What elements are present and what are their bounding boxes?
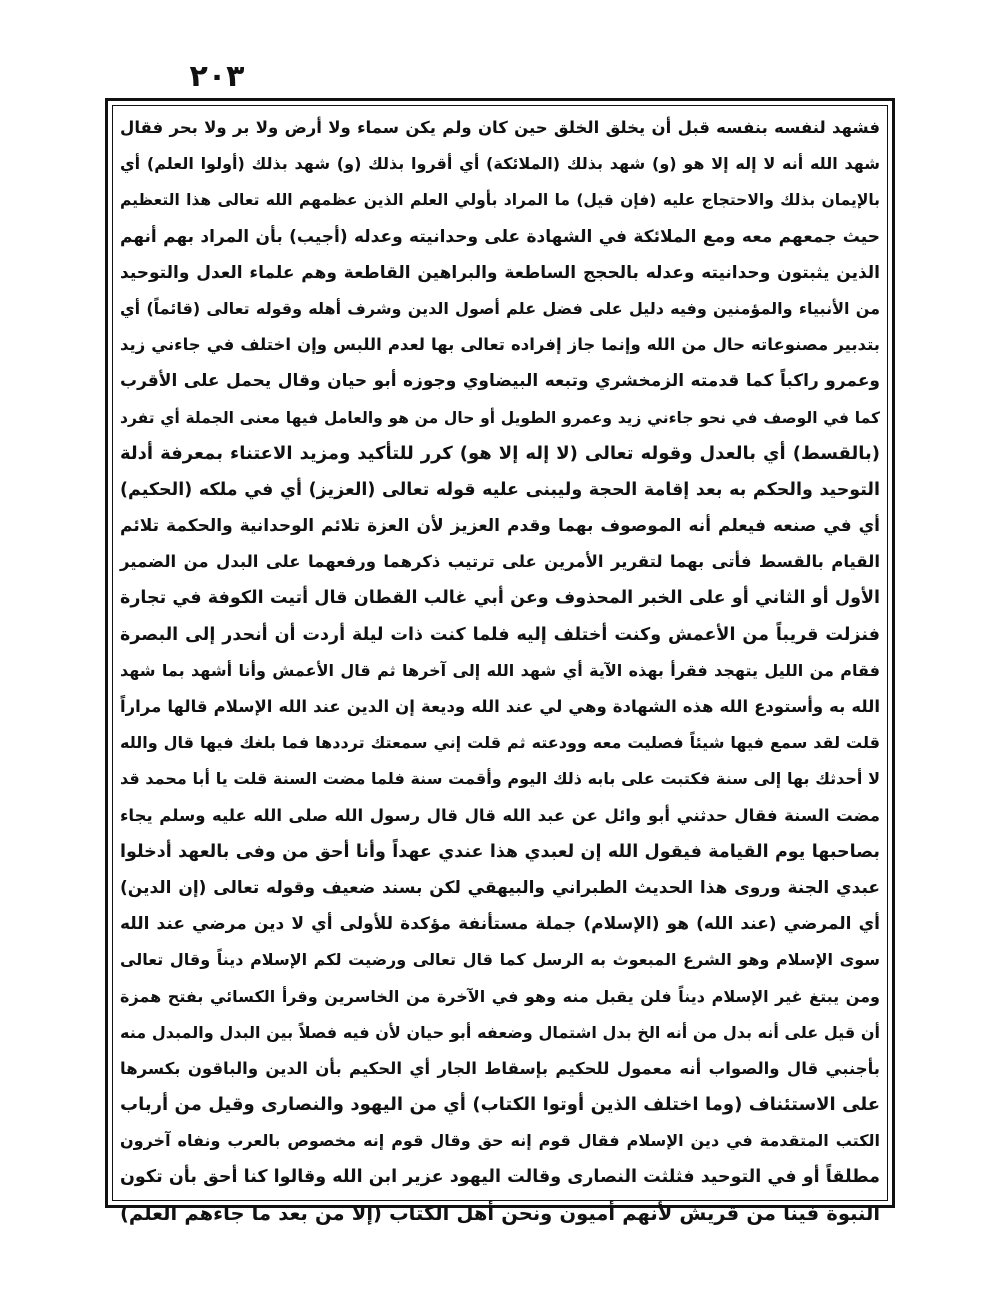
text-line: من الأنبياء والمؤمنين وفيه دليل على فضل علم أصول الدين وشرف أهله وقوله تعالى (قائماً) أي <box>120 298 880 318</box>
text-line: مضت السنة فقال حدثني أبو وائل عن عبد الله قال قال رسول الله صلى الله عليه وسلم يجاء <box>120 805 880 825</box>
text-line: ومن يبتغ غير الإسلام ديناً فلن يقبل منه وهو في الآخرة من الخاسرين وقرأ الكسائي بفتح همزة <box>120 986 880 1006</box>
text-line: مطلقاً أو في التوحيد فثلثت النصارى وقالت اليهود عزير ابن الله وقالوا كنا أحق بأن تكون <box>120 1167 880 1188</box>
text-line: بصاحبها يوم القيامة فيقول الله إن لعبدي هذا عندي عهداً وأنا أحق من وفى بالعهد أدخلوا <box>120 841 880 862</box>
text-line: بتدبير مصنوعاته حال من الله وإنما جاز إفراده تعالى بها لعدم اللبس وإن اختلف في جاءني زيد <box>120 335 880 355</box>
text-line: قلت لقد سمع فيها شيئاً فصليت معه وودعته ثم قلت إني سمعتك ترددها فما بلغك فيها قال والله <box>120 733 880 753</box>
text-line: أي المرضي (عند الله) هو (الإسلام) جملة مستأنفة مؤكدة للأولى أي لا دين مرضي عند الله <box>120 914 880 935</box>
text-line: الله به وأستودع الله هذه الشهادة وهي لي عند الله وديعة إن الدين عند الله الإسلام قالها مراراً <box>120 697 880 716</box>
text-body <box>120 110 880 1225</box>
text-line: كما في الوصف في نحو جاءني زيد وعمرو الطويل أو حال من هو والعامل فيها معنى الجملة أي تفرد <box>120 408 880 427</box>
text-line: فشهد لنفسه بنفسه قبل أن يخلق الخلق حين كان ولم يكن سماء ولا أرض ولا بر ولا بحر فقال <box>120 118 880 137</box>
text-line: شهد الله أنه لا إله إلا هو (و) شهد بذلك (الملائكة) أي أقروا بذلك (و) شهد بذلك (أولوا العلم) أي <box>120 154 880 174</box>
text-line: (بالقسط) أي بالعدل وقوله تعالى (لا إله إلا هو) كرر للتأكيد ومزيد الاعتناء بمعرفة أدلة <box>120 442 880 464</box>
text-line: عبدي الجنة وروى هذا الحديث الطبراني والبيهقي لكن بسند ضعيف وقوله تعالى (إن الدين) <box>120 877 880 898</box>
text-line: التوحيد والحكم به بعد إقامة الحجة وليبنى عليه قوله تعالى (العزيز) أي في ملكه (الحكيم) <box>120 479 880 500</box>
text-line: أن قيل على أنه بدل من أنه الخ بدل اشتمال وضعفه أبو حيان لأن فيه فصلاً بين البدل والمبدل منه <box>120 1022 880 1042</box>
text-line: فنزلت قريباً من الأعمش وكنت أختلف إليه فلما كنت ذات ليلة أردت أن أنحدر إلى البصرة <box>120 624 880 645</box>
text-line: الذين يثبتون وحدانيته وعدله بالحجج الساطعة والبراهين القاطعة وهم علماء العدل والتوحيد <box>120 262 880 283</box>
text-line: القيام بالقسط فأتى بهما لتقرير الأمرين على ترتيب ذكرهما ورفعهما على البدل من الضمير <box>120 552 880 572</box>
text-line: سوى الإسلام وهو الشرع المبعوث به الرسل كما قال تعالى ورضيت لكم الإسلام ديناً وقال تعالى <box>120 950 880 970</box>
page-number: ٢٠٣ <box>189 59 245 94</box>
text-line: لا أحدثك بها إلى سنة فكتبت على بابه ذلك اليوم وأقمت سنة فلما مضت السنة قلت يا أبا محمد قد <box>120 769 880 789</box>
text-line: النبوة فينا من قريش لأنهم أميون ونحن أهل الكتاب (إلا من بعد ما جاءهم العلم) <box>120 1201 880 1225</box>
text-line: حيث جمعهم معه ومع الملائكة في الشهادة على وحدانيته وعدله (أجيب) بأن المراد بهم أنهم <box>120 226 880 247</box>
text-line: فقام من الليل يتهجد فقرأ بهذه الآية أي شهد الله إلى آخرها ثم قال الأعمش وأنا أشهد بما شهد <box>120 660 880 680</box>
text-line: أي في صنعه فيعلم أنه الموصوف بهما وقدم العزيز لأن العزة تلائم الوحدانية والحكمة تلائم <box>120 516 880 537</box>
text-line: وعمرو راكباً كما قدمته الزمخشري وتبعه البيضاوي وجوزه أبو حيان وقال يحمل على الأقرب <box>120 371 880 392</box>
text-line: بالإيمان بذلك والاحتجاج عليه (فإن قيل) ما المراد بأولي العلم الذين عظمهم الله تعالى هذا التعظيم <box>120 191 880 210</box>
text-line: بأجنبي قال والصواب أنه معمول للحكيم بإسقاط الجار أي الحكيم بأن الدين والباقون بكسرها <box>120 1058 880 1078</box>
text-line: الكتب المتقدمة في دين الإسلام فقال قوم إنه حق وقال قوم إنه مخصوص بالعرب ونفاه آخرون <box>120 1131 880 1151</box>
text-line: على الاستئناف (وما اختلف الذين أوتوا الكتاب) أي من اليهود والنصارى وقيل من أرباب <box>120 1094 880 1116</box>
text-line: الأول أو الثاني أو على الخبر المحذوف وعن أبي غالب القطان قال أتيت الكوفة في تجارة <box>120 588 880 609</box>
